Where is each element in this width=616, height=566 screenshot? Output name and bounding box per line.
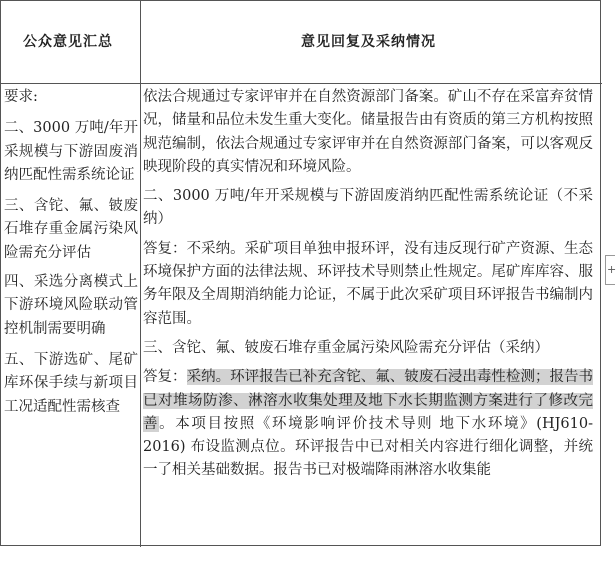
reply-rest: 。本项目按照《环境影响评价技术导则 地下水环境》(HJ610-2016) 布设监测点位。环评报告中已对相关内容进行细化调整，并统一了相关基础数据。报告书已对极端降雨淋溶水收集能 xyxy=(143,415,593,479)
reply-paragraph-4: 三、含铊、氟、铍废石堆存重金属污染风险需充分评估（采纳） xyxy=(143,339,549,356)
reply-paragraph-3: 答复：不采纳。采矿项目单独申报环评，没有违反现行矿产资源、生态环境保护方面的法律法规、环评技术导则禁止性规定。尾矿库库容、服务年限及全周期消纳能力论证，不属于此次采矿项目环评报告书编制内容范围。 xyxy=(143,240,593,327)
highlighted-text[interactable]: 采纳。环评报告已补充含铊、氟、铍废石浸出毒性检测；报告书已对堆场防渗、淋溶水收集处理及地下水长期监测方案进行了修改完善 xyxy=(143,369,594,432)
reply-lead: 答复： xyxy=(143,369,187,386)
left-item-3: 三、含铊、氟、铍废石堆存重金属污染风险需充分评估 xyxy=(4,198,138,261)
left-item-requirements: 要求: xyxy=(4,89,38,105)
reply-paragraph-2: 二、3000 万吨/年开采规模与下游固废消纳匹配性需系统论证（不采纳） xyxy=(143,188,593,228)
side-expand-icon[interactable]: + xyxy=(607,263,616,276)
header-public-opinion-summary: 公众意见汇总 xyxy=(23,34,113,50)
reply-paragraph-1: 依法合规通过专家评审并在自然资源部门备案。矿山不存在采富弃贫情况，储量和品位未发生重大变化。储量报告由有资质的第三方机构按照规范编制，依法合规通过专家评审并在自然资源部门备案，可以客观反映现阶段的真实情况和环境风险。 xyxy=(143,89,593,175)
reply-paragraph-5 xyxy=(143,366,593,482)
left-item-5: 五、下游选矿、尾矿库环保手续与新项目工况适配性需核查 xyxy=(4,351,138,415)
reply-cell xyxy=(143,86,593,483)
opinion-summary-cell xyxy=(4,86,138,419)
left-item-4: 四、采选分离模式上下游环境风险联动管控机制需要明确 xyxy=(4,274,138,337)
left-item-2: 二、3000 万吨/年开采规模与下游固废消纳匹配性需系统论证 xyxy=(4,120,138,183)
header-divider xyxy=(1,83,602,84)
header-reply-adoption: 意见回复及采纳情况 xyxy=(301,34,436,50)
